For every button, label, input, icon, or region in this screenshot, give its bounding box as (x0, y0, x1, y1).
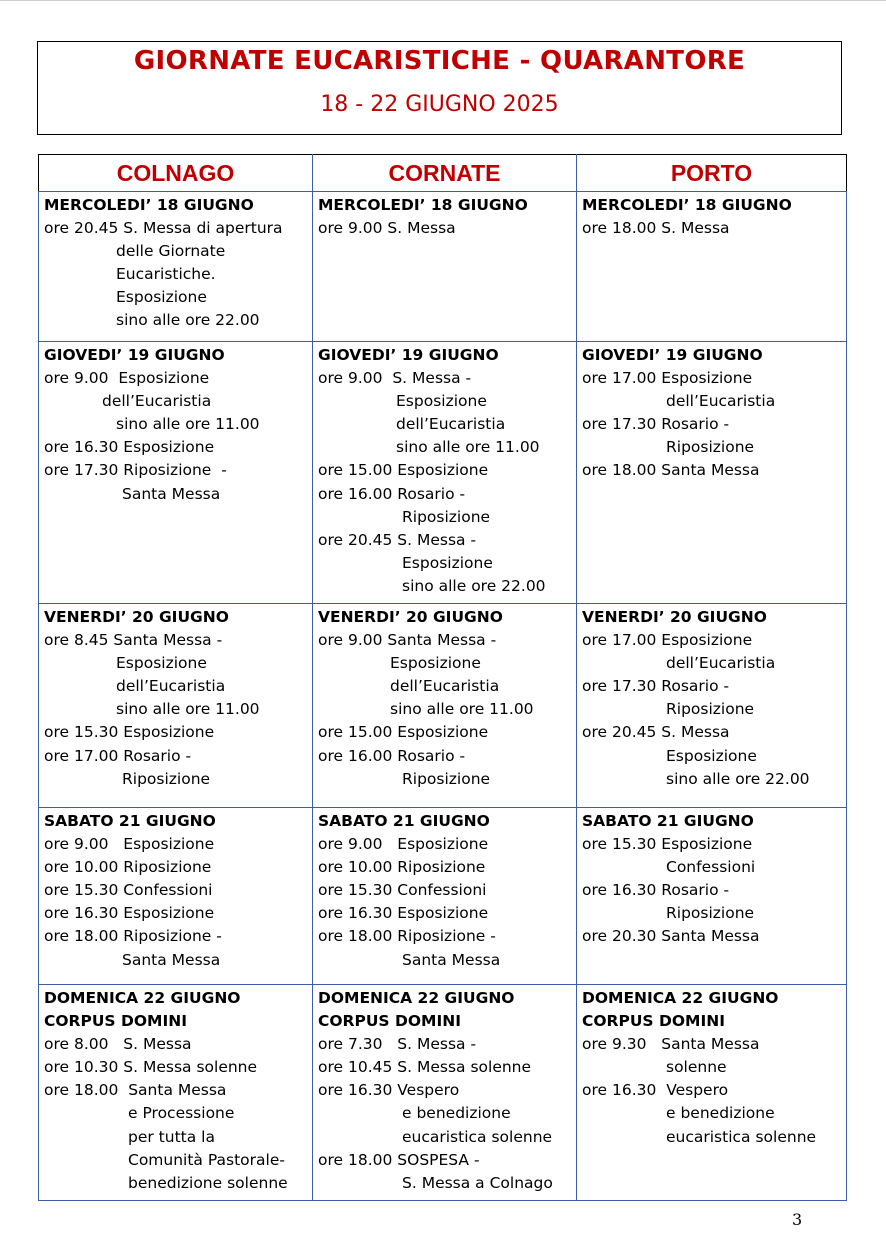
schedule-line: Riposizione (666, 700, 755, 719)
schedule-line: Riposizione (666, 438, 755, 457)
schedule-line: solenne (666, 1058, 727, 1077)
page-subtitle: 18 - 22 GIUGNO 2025 (320, 92, 559, 117)
schedule-line: ore 18.00 Riposizione - (318, 927, 496, 946)
schedule-line: Eucaristiche. (116, 265, 216, 284)
schedule-line: Esposizione (390, 654, 481, 673)
feast-heading: CORPUS DOMINI (582, 1012, 725, 1031)
day-heading: VENERDI’ 20 GIUGNO (318, 608, 503, 626)
schedule-line: ore 15.00 Esposizione (318, 723, 489, 742)
day-heading: GIOVEDI’ 19 GIUGNO (582, 346, 763, 364)
schedule-line: sino alle ore 11.00 (116, 700, 260, 719)
schedule-line: Esposizione (116, 288, 207, 307)
schedule-line: dell’Eucaristia (116, 677, 226, 696)
schedule-line: ore 10.45 S. Messa solenne (318, 1058, 532, 1077)
schedule-cell-colnago (39, 192, 313, 342)
schedule-line: ore 18.00 Santa Messa (582, 461, 760, 480)
schedule-cell-cornate (313, 192, 577, 342)
schedule-line: ore 17.00 Esposizione (582, 631, 753, 650)
schedule-line: ore 17.30 Riposizione - (44, 461, 227, 480)
schedule-line: ore 10.30 S. Messa solenne (44, 1058, 258, 1077)
schedule-line: Esposizione (402, 553, 493, 572)
schedule-line: Santa Messa (122, 484, 221, 503)
schedule-line: sino alle ore 22.00 (116, 311, 260, 330)
schedule-line: ore 17.00 Esposizione (582, 369, 753, 388)
day-heading: GIOVEDI’ 19 GIUGNO (318, 346, 499, 364)
schedule-line: Esposizione (116, 654, 207, 673)
day-heading: SABATO 21 GIUGNO (318, 812, 490, 830)
schedule-line: ore 16.30 Rosario - (582, 881, 730, 900)
schedule-line: per tutta la (128, 1127, 215, 1146)
schedule-cell-porto (577, 192, 847, 342)
schedule-line: Confessioni (666, 858, 756, 877)
schedule-line: Esposizione (666, 746, 757, 765)
schedule-cell-porto (577, 808, 847, 985)
schedule-line: ore 9.00 Esposizione (44, 369, 210, 388)
schedule-cell-colnago (39, 985, 313, 1201)
schedule-line: ore 16.30 Vespero (318, 1081, 460, 1100)
schedule-line: ore 15.30 Confessioni (44, 881, 213, 900)
schedule-line: ore 8.00 S. Messa (44, 1035, 192, 1054)
schedule-line: Riposizione (666, 904, 755, 923)
day-heading: DOMENICA 22 GIUGNO (44, 989, 241, 1007)
schedule-line: ore 16.30 Vespero (582, 1081, 729, 1100)
schedule-line: Comunità Pastorale- (128, 1150, 285, 1169)
column-header-colnago: COLNAGO (39, 155, 313, 192)
schedule-line: delle Giornate (116, 242, 226, 261)
schedule-cell-porto (577, 985, 847, 1201)
day-heading: VENERDI’ 20 GIUGNO (44, 608, 229, 626)
schedule-line: ore 20.45 S. Messa (582, 723, 730, 742)
day-heading: DOMENICA 22 GIUGNO (582, 989, 779, 1007)
day-heading: MERCOLEDI’ 18 GIUGNO (44, 196, 254, 214)
schedule-line: e benedizione (402, 1104, 511, 1123)
schedule-cell-colnago (39, 342, 313, 604)
schedule-line: ore 15.00 Esposizione (318, 461, 489, 480)
schedule-line: sino alle ore 11.00 (396, 438, 540, 457)
schedule-line: dell’Eucaristia (102, 392, 212, 411)
day-heading: SABATO 21 GIUGNO (44, 812, 216, 830)
table-row (39, 192, 847, 342)
schedule-cell-cornate (313, 808, 577, 985)
schedule-line: ore 20.30 Santa Messa (582, 927, 760, 946)
schedule-line: Santa Messa (122, 950, 221, 969)
schedule-line: ore 15.30 Esposizione (582, 835, 753, 854)
schedule-line: ore 17.00 Rosario - (44, 746, 192, 765)
day-heading: GIOVEDI’ 19 GIUGNO (44, 346, 225, 364)
column-header-porto: PORTO (577, 155, 847, 192)
schedule-cell-colnago (39, 808, 313, 985)
schedule-line: eucaristica solenne (402, 1127, 553, 1146)
schedule-line: ore 16.30 Esposizione (44, 904, 215, 923)
schedule-line: ore 9.00 Esposizione (44, 835, 215, 854)
day-heading: MERCOLEDI’ 18 GIUGNO (582, 196, 792, 214)
schedule-line: ore 17.30 Rosario - (582, 415, 730, 434)
schedule-line: ore 15.30 Confessioni (318, 881, 487, 900)
page-number: 3 (792, 1210, 803, 1229)
schedule-cell-cornate (313, 342, 577, 604)
schedule-cell-porto (577, 342, 847, 604)
schedule-line: ore 16.00 Rosario - (318, 484, 466, 503)
schedule-line: ore 9.00 Esposizione (318, 835, 489, 854)
schedule-line: eucaristica solenne (666, 1127, 817, 1146)
schedule-line: dell’Eucaristia (390, 677, 500, 696)
schedule-line: ore 9.00 S. Messa - (318, 369, 472, 388)
feast-heading: CORPUS DOMINI (44, 1012, 187, 1031)
schedule-line: ore 17.30 Rosario - (582, 677, 730, 696)
schedule-line: ore 18.00 Santa Messa (44, 1081, 227, 1100)
top-divider (0, 0, 886, 1)
schedule-line: S. Messa a Colnago (402, 1173, 553, 1192)
day-heading: SABATO 21 GIUGNO (582, 812, 754, 830)
table-row (39, 342, 847, 604)
column-header-cornate: CORNATE (313, 155, 577, 192)
header-row (39, 155, 847, 192)
day-heading: DOMENICA 22 GIUGNO (318, 989, 515, 1007)
schedule-line: ore 16.30 Esposizione (318, 904, 489, 923)
schedule-line: ore 20.45 S. Messa - (318, 530, 477, 549)
schedule-line: ore 16.00 Rosario - (318, 746, 466, 765)
schedule-line: dell’Eucaristia (666, 392, 776, 411)
schedule-line: ore 7.30 S. Messa - (318, 1035, 477, 1054)
schedule-line: ore 20.45 S. Messa di apertura (44, 219, 283, 238)
schedule-line: ore 8.45 Santa Messa - (44, 631, 223, 650)
schedule-line: ore 18.00 Riposizione - (44, 927, 222, 946)
feast-heading: CORPUS DOMINI (318, 1012, 461, 1031)
schedule-line: Esposizione (396, 392, 487, 411)
schedule-line: ore 18.00 SOSPESA - (318, 1150, 480, 1169)
day-heading: MERCOLEDI’ 18 GIUGNO (318, 196, 528, 214)
schedule-line: ore 10.00 Riposizione (318, 858, 486, 877)
schedule-cell-cornate (313, 604, 577, 808)
schedule-line: ore 9.30 Santa Messa (582, 1035, 760, 1054)
table-row (39, 604, 847, 808)
schedule-cell-colnago (39, 604, 313, 808)
schedule-line: ore 18.00 S. Messa (582, 219, 730, 238)
table-row (39, 985, 847, 1201)
schedule-line: Riposizione (402, 507, 491, 526)
schedule-line: Riposizione (402, 769, 491, 788)
schedule-cell-porto (577, 604, 847, 808)
schedule-line: dell’Eucaristia (396, 415, 506, 434)
schedule-line: dell’Eucaristia (666, 654, 776, 673)
schedule-line: sino alle ore 22.00 (666, 769, 810, 788)
table-row (39, 808, 847, 985)
schedule-line: ore 10.00 Riposizione (44, 858, 212, 877)
schedule-line: ore 15.30 Esposizione (44, 723, 215, 742)
schedule-cell-cornate (313, 985, 577, 1201)
schedule-line: ore 16.30 Esposizione (44, 438, 215, 457)
title-box (37, 41, 842, 135)
schedule-line: sino alle ore 11.00 (390, 700, 534, 719)
schedule-line: Riposizione (122, 769, 211, 788)
schedule-table (38, 154, 847, 1201)
schedule-line: e Processione (128, 1104, 235, 1123)
schedule-line: sino alle ore 11.00 (116, 415, 260, 434)
schedule-line: benedizione solenne (128, 1173, 288, 1192)
schedule-line: Santa Messa (402, 950, 501, 969)
schedule-line: e benedizione (666, 1104, 775, 1123)
schedule-line: ore 9.00 S. Messa (318, 219, 456, 238)
page-title: GIORNATE EUCARISTICHE - QUARANTORE (133, 46, 746, 76)
day-heading: VENERDI’ 20 GIUGNO (582, 608, 767, 626)
schedule-line: sino alle ore 22.00 (402, 576, 546, 595)
schedule-line: ore 9.00 Santa Messa - (318, 631, 497, 650)
